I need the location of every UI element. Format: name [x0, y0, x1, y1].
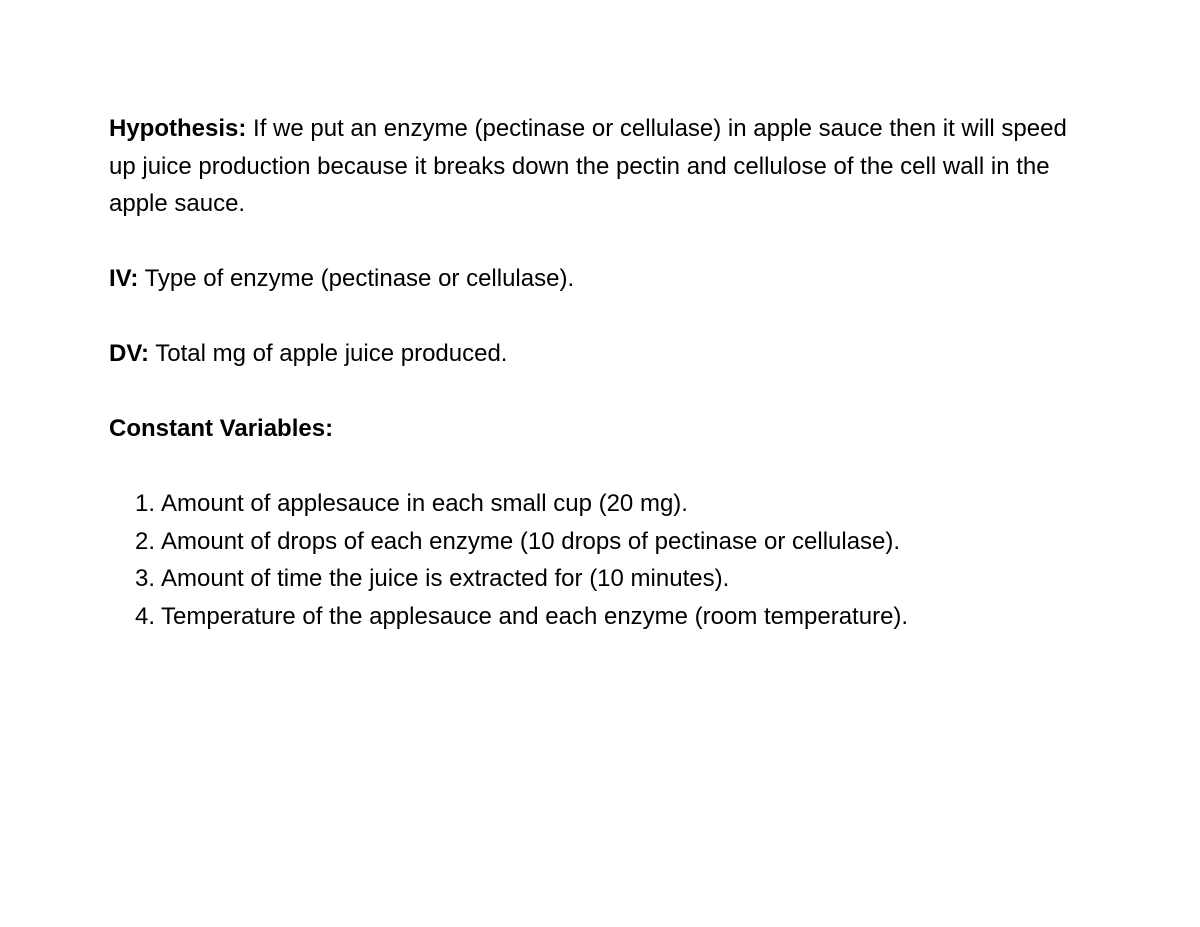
dv-text: Total mg of apple juice produced. — [149, 340, 508, 367]
spacer — [109, 448, 1099, 486]
hypothesis-label: Hypothesis: — [109, 115, 247, 142]
list-item-text: Temperature of the applesauce and each enzyme (room temperature). — [161, 602, 909, 630]
iv-label: IV: — [109, 265, 139, 292]
spacer — [109, 298, 1099, 336]
list-item-number: 1. — [135, 490, 156, 517]
list-item-text: Amount of applesauce in each small cup (20 mg). — [161, 490, 688, 517]
list-item-number: 4. — [135, 602, 156, 630]
list-item-text: Amount of drops of each enzyme (10 drops of pectinase or cellulase). — [161, 527, 901, 555]
document-content — [109, 110, 1099, 635]
iv-text: Type of enzyme (pectinase or cellulase). — [138, 265, 575, 292]
constants-label: Constant Variables: — [109, 415, 334, 442]
constants-list — [109, 485, 1099, 635]
list-item — [109, 523, 1099, 561]
constants-heading — [109, 410, 1099, 448]
spacer — [109, 223, 1099, 261]
list-item — [109, 598, 1099, 636]
iv-paragraph — [109, 260, 1099, 298]
spacer — [109, 373, 1099, 411]
list-item-number: 2. — [135, 527, 156, 555]
list-item-text: Amount of time the juice is extracted for (10 minutes). — [161, 565, 730, 592]
hypothesis-paragraph — [109, 110, 1099, 223]
list-item — [109, 485, 1099, 523]
dv-paragraph — [109, 335, 1099, 373]
list-item-number: 3. — [135, 565, 156, 592]
hypothesis-text: If we put an enzyme (pectinase or cellulase) in apple sauce then it will speed up juice production because it breaks down the pectin and cellulose of the cell wall in the apple sauce. — [109, 115, 1067, 217]
list-item — [109, 560, 1099, 598]
dv-label: DV: — [109, 340, 150, 367]
